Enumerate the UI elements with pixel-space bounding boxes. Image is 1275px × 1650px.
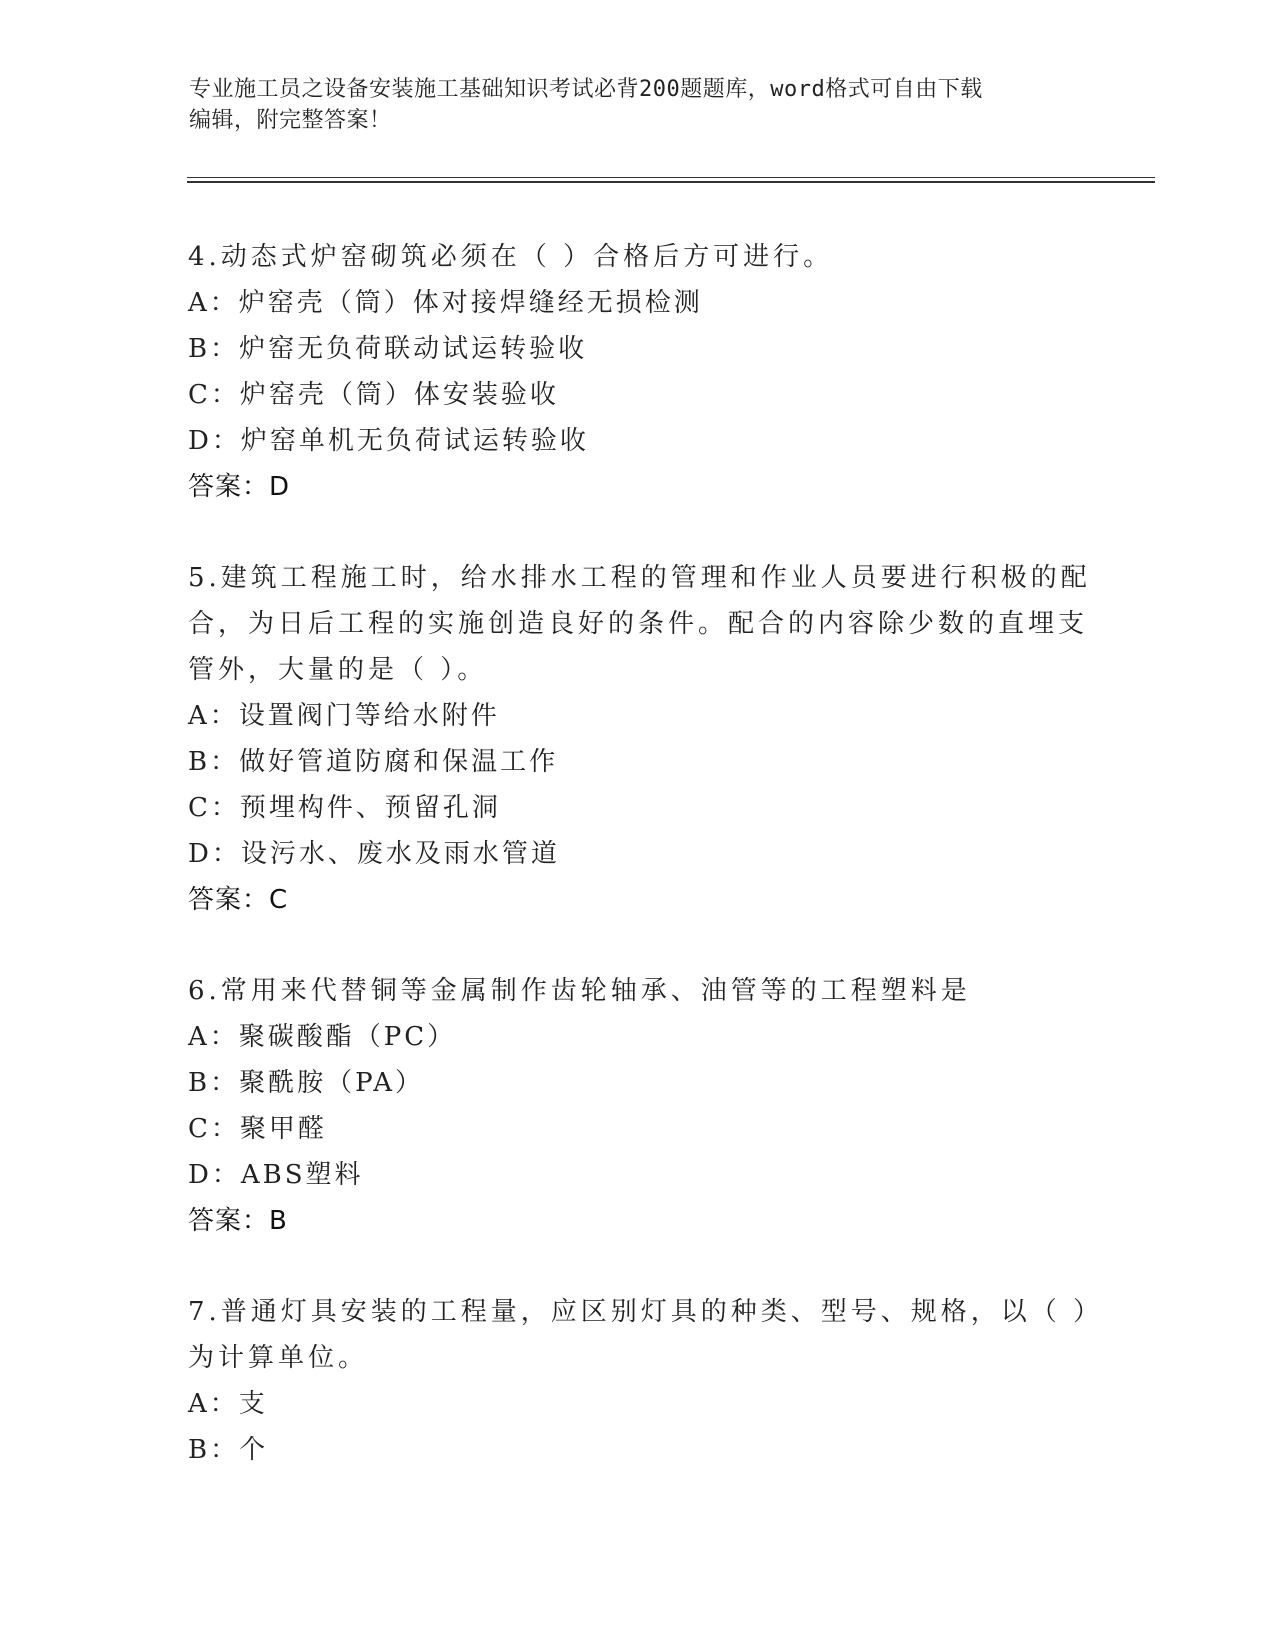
option-d: D：设污水、废水及雨水管道 xyxy=(188,839,560,869)
stem-line: 5.建筑工程施工时，给水排水工程的管理和作业人员要进行积极的配 xyxy=(188,563,1091,593)
question-4 xyxy=(188,234,1088,510)
option-c: C：炉窑壳（筒）体安装验收 xyxy=(188,380,559,410)
stem-line: 管外，大量的是（ ）。 xyxy=(188,655,488,685)
stem-line: 合，为日后工程的实施创造良好的条件。配合的内容除少数的直埋支 xyxy=(188,609,1089,639)
option-d: D：ABS塑料 xyxy=(188,1160,364,1190)
option-a: A：设置阀门等给水附件 xyxy=(188,701,500,731)
answer-label: 答案：C xyxy=(188,885,289,915)
document-header xyxy=(189,74,1089,136)
option-c: C：预埋构件、预留孔洞 xyxy=(188,793,501,823)
question-stem xyxy=(188,234,1088,280)
question-stem xyxy=(188,555,1091,693)
option-b: B：聚酰胺（PA） xyxy=(188,1068,424,1098)
question-stem xyxy=(188,1289,1104,1381)
header-line-2: 编辑，附完整答案！ xyxy=(189,108,392,133)
header-line-1: 专业施工员之设备安装施工基础知识考试必背200题题库，word格式可自由下载 xyxy=(189,77,983,102)
stem-line: 为计算单位。 xyxy=(188,1343,369,1373)
question-7 xyxy=(188,1289,1104,1473)
header-divider-thin xyxy=(187,177,1155,178)
question-6 xyxy=(188,968,1088,1244)
stem-line: 7.普通灯具安装的工程量，应区别灯具的种类、型号、规格，以（ ） xyxy=(188,1297,1104,1327)
option-a: A：支 xyxy=(188,1389,268,1419)
question-5 xyxy=(188,555,1091,923)
option-b: B：个 xyxy=(188,1435,269,1465)
stem-line: 4.动态式炉窑砌筑必须在（ ）合格后方可进行。 xyxy=(188,242,834,272)
answer-label: 答案：B xyxy=(188,1206,288,1236)
question-stem xyxy=(188,968,1088,1014)
answer-label: 答案：D xyxy=(188,472,291,502)
stem-line: 6.常用来代替铜等金属制作齿轮轴承、油管等的工程塑料是 xyxy=(188,976,971,1006)
option-b: B：做好管道防腐和保温工作 xyxy=(188,747,559,777)
option-c: C：聚甲醛 xyxy=(188,1114,327,1144)
option-d: D：炉窑单机无负荷试运转验收 xyxy=(188,426,589,456)
header-divider-thick xyxy=(187,181,1155,183)
option-a: A：聚碳酸酯（PC） xyxy=(188,1022,457,1052)
option-b: B：炉窑无负荷联动试运转验收 xyxy=(188,334,588,364)
option-a: A：炉窑壳（筒）体对接焊缝经无损检测 xyxy=(188,288,703,318)
question-list xyxy=(188,234,1104,1518)
